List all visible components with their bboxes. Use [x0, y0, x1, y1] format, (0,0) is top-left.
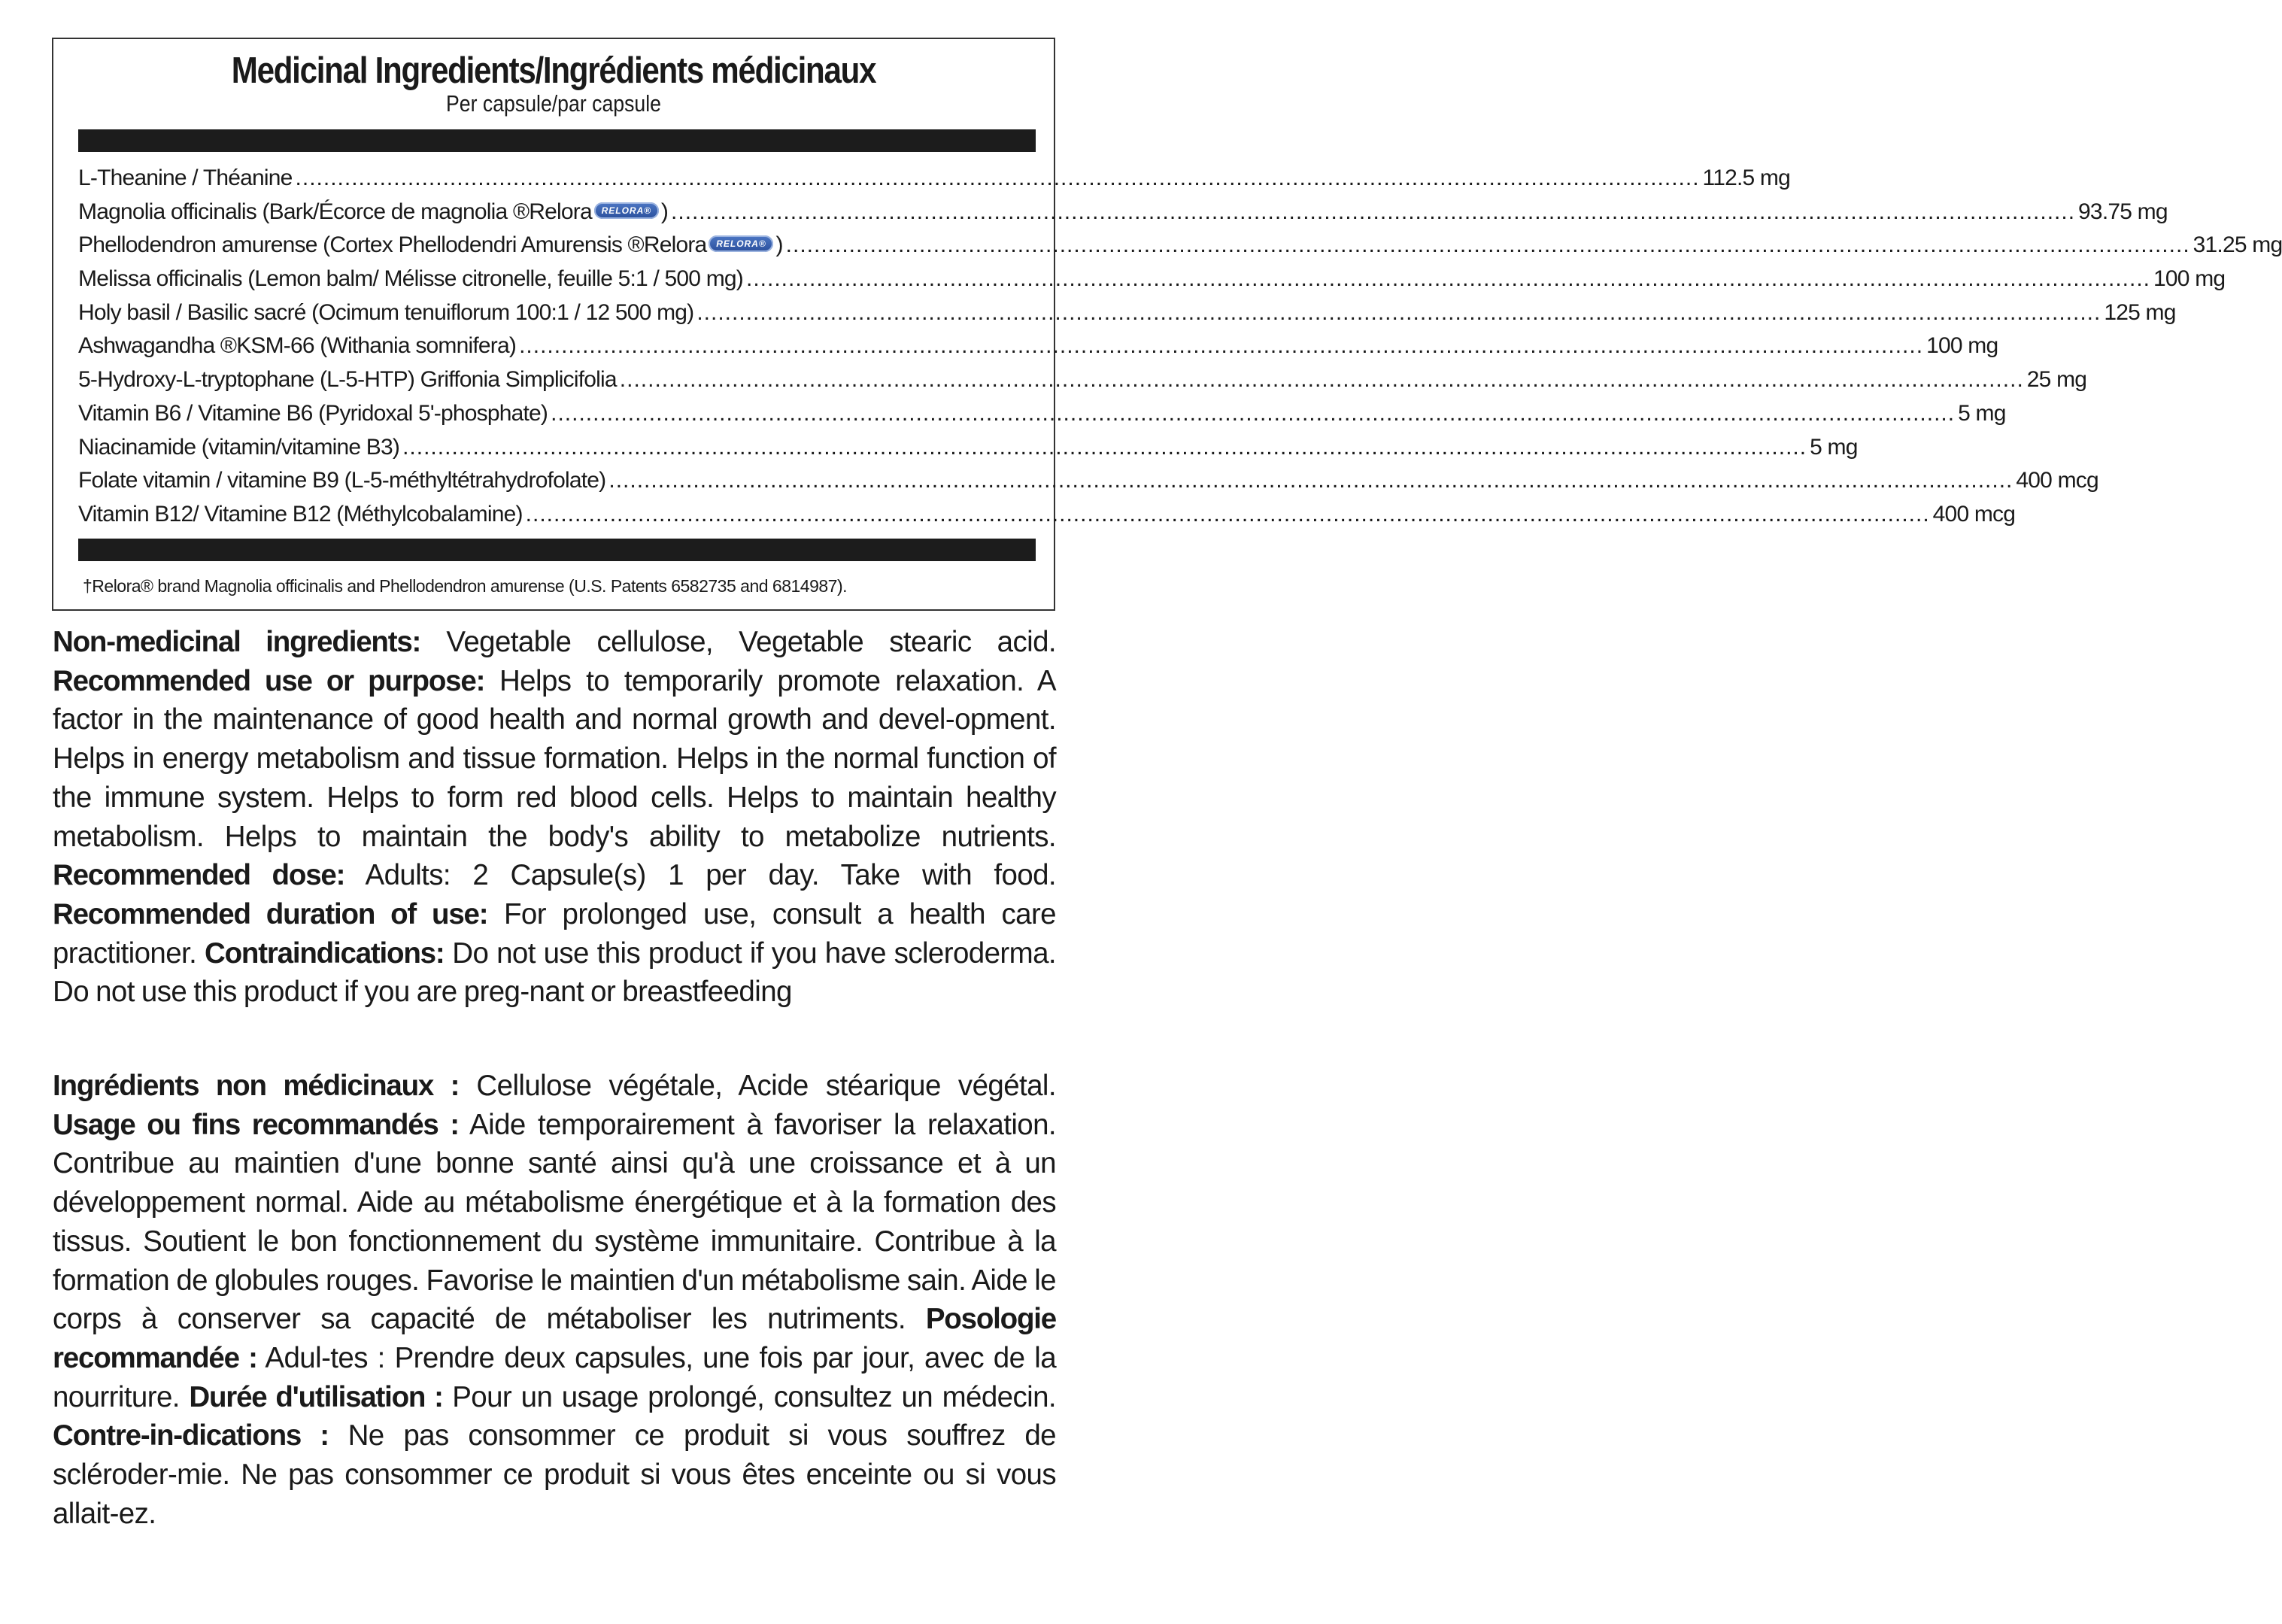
medicinal-ingredients-panel — [52, 38, 2282, 611]
ingredient-amount: 100 mg — [1926, 333, 1998, 359]
ingredient-row — [78, 199, 2168, 233]
english-directions-paragraph — [53, 623, 1056, 1012]
section-heading: Recommended duration of use: — [53, 897, 488, 930]
section-text: Cellulose végétale, Acide stéarique végétal. — [459, 1070, 1056, 1102]
dot-leader: ........................................................................................................................................................................................................ — [519, 333, 1924, 359]
ingredient-row — [78, 266, 2226, 300]
dot-leader: ........................................................................................................................................................................................................ — [619, 367, 2024, 393]
ingredient-name — [78, 468, 605, 493]
section-text: Pour un usage prolongé, consultez un médecin. — [442, 1380, 1056, 1413]
dot-leader: ........................................................................................................................................................................................................ — [746, 266, 2150, 292]
ingredient-row — [78, 299, 2176, 334]
ingredient-name — [78, 165, 293, 191]
relora-logo-badge: RELORA® — [709, 235, 773, 252]
ingredient-amount: 5 mg — [1810, 434, 1858, 460]
ingredient-amount: 31.25 mg — [2192, 232, 2282, 258]
ingredient-name — [78, 199, 668, 225]
ingredient-row — [78, 333, 1998, 367]
ingredient-name-text: Vitamin B6 / Vitamine B6 (Pyridoxal 5'-phosphate) — [78, 400, 548, 426]
dot-leader: ........................................................................................................................................................................................................ — [295, 165, 1700, 190]
dot-leader: ........................................................................................................................................................................................................ — [525, 501, 1930, 527]
section-heading: Contre-in-dications : — [53, 1419, 329, 1452]
french-directions-paragraph — [53, 1067, 1056, 1533]
ingredient-amount: 125 mg — [2104, 299, 2176, 325]
ingredient-row — [78, 468, 2098, 502]
ingredient-amount: 112.5 mg — [1702, 165, 1791, 190]
ingredient-name-text: Vitamin B12/ Vitamine B12 (Méthylcobalamine) — [78, 501, 523, 527]
section-heading: Ingrédients non médicinaux : — [53, 1070, 460, 1102]
section-text: Aide temporairement à favoriser la relaxation. Contribue au maintien d'une bonne santé ainsi qu'à une croissance et à un développement normal. Aide au métabolisme énergétique et à la formation des tissus. Soutient le bon fonctionnement du système immunitaire. Contribue à la formation de globules rouges. Favorise le maintien d'un métabolisme sain. Aide le corps à conserver sa capacité de métaboliser les nutriments. — [53, 1108, 1056, 1336]
panel-subtitle: Per capsule/par capsule — [445, 90, 662, 117]
dot-leader: ........................................................................................................................................................................................................ — [608, 468, 2013, 493]
section-text: Ne pas consommer ce produit si vous souffrez de scléroder-mie. Ne pas consommer ce produit si vous êtes enceinte ou si vous allait-ez. — [53, 1419, 1056, 1530]
dot-leader: ........................................................................................................................................................................................................ — [785, 232, 2190, 258]
ingredient-name-text: Holy basil / Basilic sacré (Ocimum tenuiflorum 100:1 / 12 500 mg) — [78, 299, 694, 325]
ingredient-name-close: ) — [775, 232, 783, 258]
section-heading: Posologie recommandée : — [53, 1303, 1056, 1374]
ingredient-name — [78, 367, 617, 393]
top-divider-bar — [78, 129, 1036, 152]
panel-title: Medicinal Ingredients/Ingrédients médicinaux — [231, 50, 876, 91]
dot-leader: ........................................................................................................................................................................................................ — [402, 434, 1807, 460]
ingredient-name — [78, 502, 523, 527]
section-text: Adults: 2 Capsule(s) 1 per day. Take with food. — [344, 859, 1057, 892]
ingredient-row — [78, 165, 1791, 199]
ingredient-amount: 400 mcg — [1932, 501, 2016, 527]
relora-logo-badge: RELORA® — [594, 202, 659, 219]
ingredient-amount: 100 mg — [2153, 266, 2226, 292]
section-heading: Non-medicinal ingredients: — [53, 626, 421, 658]
ingredient-name-text: L-Theanine / Théanine — [78, 165, 293, 190]
section-heading: Recommended dose: — [53, 859, 345, 892]
ingredient-row — [78, 367, 2087, 401]
ingredient-name-text: Niacinamide (vitamin/vitamine B3) — [78, 434, 400, 460]
section-heading: Usage ou fins recommandés : — [53, 1108, 459, 1141]
ingredient-amount: 25 mg — [2026, 367, 2087, 393]
ingredient-name-text: 5-Hydroxy-L-tryptophane (L-5-HTP) Griffonia Simplicifolia — [78, 367, 617, 393]
ingredient-row — [78, 434, 1858, 469]
ingredient-name-text: Magnolia officinalis (Bark/Écorce de magnolia ®Relora — [78, 199, 592, 224]
ingredient-name — [78, 435, 399, 460]
ingredient-name — [78, 401, 548, 426]
section-heading: Contraindications: — [205, 936, 445, 970]
ingredient-name-text: Folate vitamin / vitamine B9 (L-5-méthyltétrahydrofolate) — [78, 468, 606, 493]
ingredient-name — [78, 266, 743, 292]
section-text: Helps to temporarily promote relaxation. A factor in the maintenance of good health and normal growth and devel-opment. Helps in energy metabolism and tissue formation. Helps in the normal function of the immune system. Helps to form red blood cells. Helps to maintain healthy metabolism. Helps to maintain the body's ability to metabolize nutrients. — [53, 664, 1056, 853]
ingredient-row — [78, 501, 2016, 536]
dot-leader: ........................................................................................................................................................................................................ — [696, 299, 2101, 325]
bottom-divider-bar — [78, 539, 1036, 561]
relora-footnote: †Relora® brand Magnolia officinalis and Phellodendron amurense (U.S. Patents 6582735 and 6814987). — [83, 576, 848, 596]
ingredient-row — [78, 400, 2006, 435]
section-text: Vegetable cellulose, Vegetable stearic acid. — [420, 626, 1056, 658]
ingredient-list — [78, 165, 2282, 536]
ingredient-amount: 400 mcg — [2016, 468, 2098, 493]
ingredient-amount: 5 mg — [1958, 400, 2006, 426]
section-text: Adul-tes : Prendre deux capsules, une fois par jour, avec de la nourriture. — [53, 1341, 1057, 1413]
ingredient-name-text: Ashwagandha ®KSM-66 (Withania somnifera) — [78, 333, 517, 359]
section-text: Do not use this product if you have scleroderma. Do not use this product if you are preg-nant or breastfeeding — [53, 936, 1056, 1009]
dot-leader: ........................................................................................................................................................................................................ — [671, 199, 2076, 224]
section-text: For prolonged use, consult a health care practitioner. — [53, 897, 1056, 970]
ingredient-name — [78, 232, 783, 258]
dot-leader: ........................................................................................................................................................................................................ — [551, 400, 1956, 426]
section-heading: Recommended use or purpose: — [53, 664, 485, 697]
ingredient-name-close: ) — [660, 199, 669, 224]
ingredient-amount: 93.75 mg — [2078, 199, 2168, 224]
ingredient-name — [78, 333, 516, 359]
ingredient-name-text: Melissa officinalis (Lemon balm/ Mélisse citronelle, feuille 5:1 / 500 mg) — [78, 266, 743, 292]
ingredient-name — [78, 300, 693, 326]
ingredient-name-text: Phellodendron amurense (Cortex Phellodendri Amurensis ®Relora — [78, 232, 707, 258]
ingredient-row — [78, 232, 2282, 266]
section-heading: Durée d'utilisation : — [189, 1380, 443, 1413]
